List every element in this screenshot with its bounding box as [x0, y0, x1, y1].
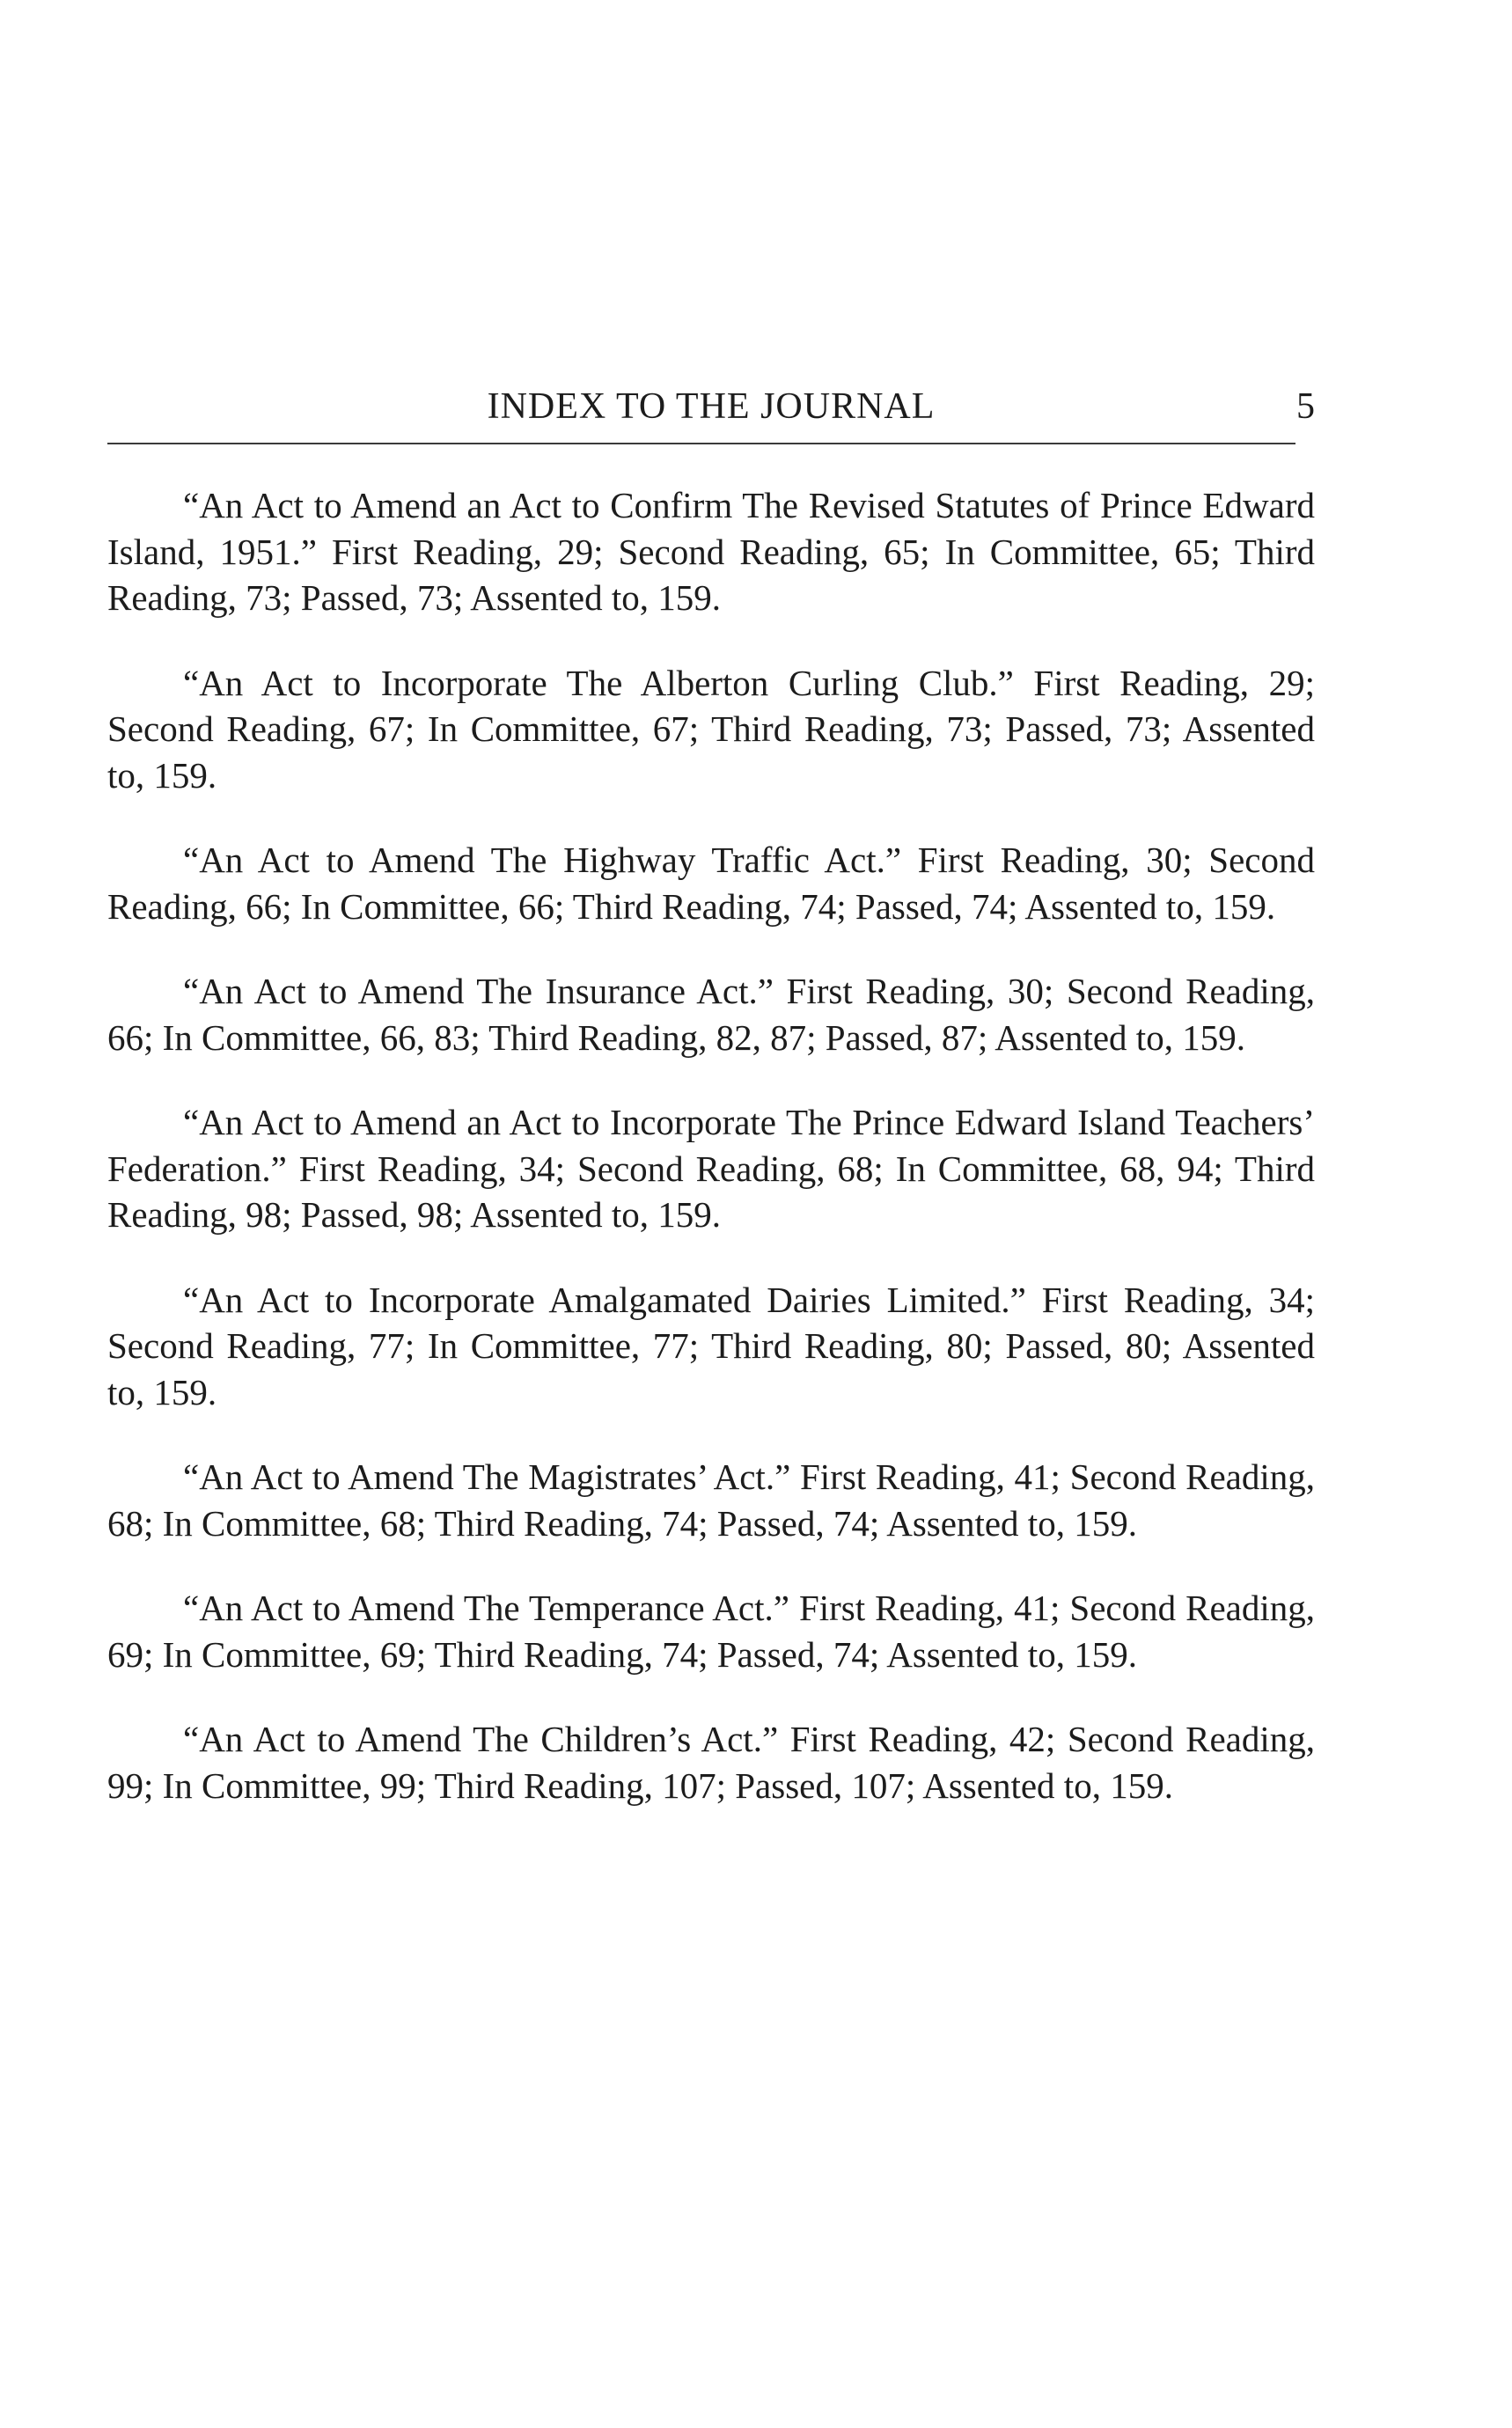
- index-entry: “An Act to Amend The Insurance Act.” First Reading, 30; Second Reading, 66; In Committee, 66, 83; Third Reading, 82, 87; Passed, 87; Assented to, 159.: [107, 971, 1315, 1058]
- document-page: [107, 0, 1315, 2428]
- index-entry: “An Act to Amend The Children’s Act.” First Reading, 42; Second Reading, 99; In Committee, 99; Third Reading, 107; Passed, 107; Assented to, 159.: [107, 1719, 1315, 1806]
- index-entry: “An Act to Incorporate Amalgamated Dairies Limited.” First Reading, 34; Second Reading, 77; In Committee, 77; Third Reading, 80; Passed, 80; Assented to, 159.: [107, 1279, 1315, 1412]
- index-entry: “An Act to Amend The Magistrates’ Act.” First Reading, 41; Second Reading, 68; In Committee, 68; Third Reading, 74; Passed, 74; Assented to, 159.: [107, 1456, 1315, 1544]
- index-entry: “An Act to Incorporate The Alberton Curling Club.” First Reading, 29; Second Reading, 67; In Committee, 67; Third Reading, 73; Passed, 73; Assented to, 159.: [107, 662, 1315, 796]
- header-divider: [107, 443, 1295, 444]
- running-head: [107, 380, 1315, 433]
- index-entry: “An Act to Amend an Act to Confirm The Revised Statutes of Prince Edward Island, 1951.” First Reading, 29; Second Reading, 65; In Committee, 65; Third Reading, 73; Passed, 73; Assented to, 159.: [107, 485, 1315, 618]
- index-entry: “An Act to Amend The Highway Traffic Act.” First Reading, 30; Second Reading, 66; In Committee, 66; Third Reading, 74; Passed, 74; Assented to, 159.: [107, 840, 1315, 927]
- page-number: 5: [1296, 386, 1315, 427]
- index-entry: “An Act to Amend an Act to Incorporate The Prince Edward Island Teachers’ Federation.” First Reading, 34; Second Reading, 68; In Committee, 68, 94; Third Reading, 98; Passed, 98; Assented to, 159.: [107, 1102, 1315, 1235]
- index-entries: [107, 482, 1315, 1847]
- index-entry: “An Act to Amend The Temperance Act.” First Reading, 41; Second Reading, 69; In Committee, 69; Third Reading, 74; Passed, 74; Assented to, 159.: [107, 1588, 1315, 1675]
- page-title: INDEX TO THE JOURNAL: [487, 386, 936, 427]
